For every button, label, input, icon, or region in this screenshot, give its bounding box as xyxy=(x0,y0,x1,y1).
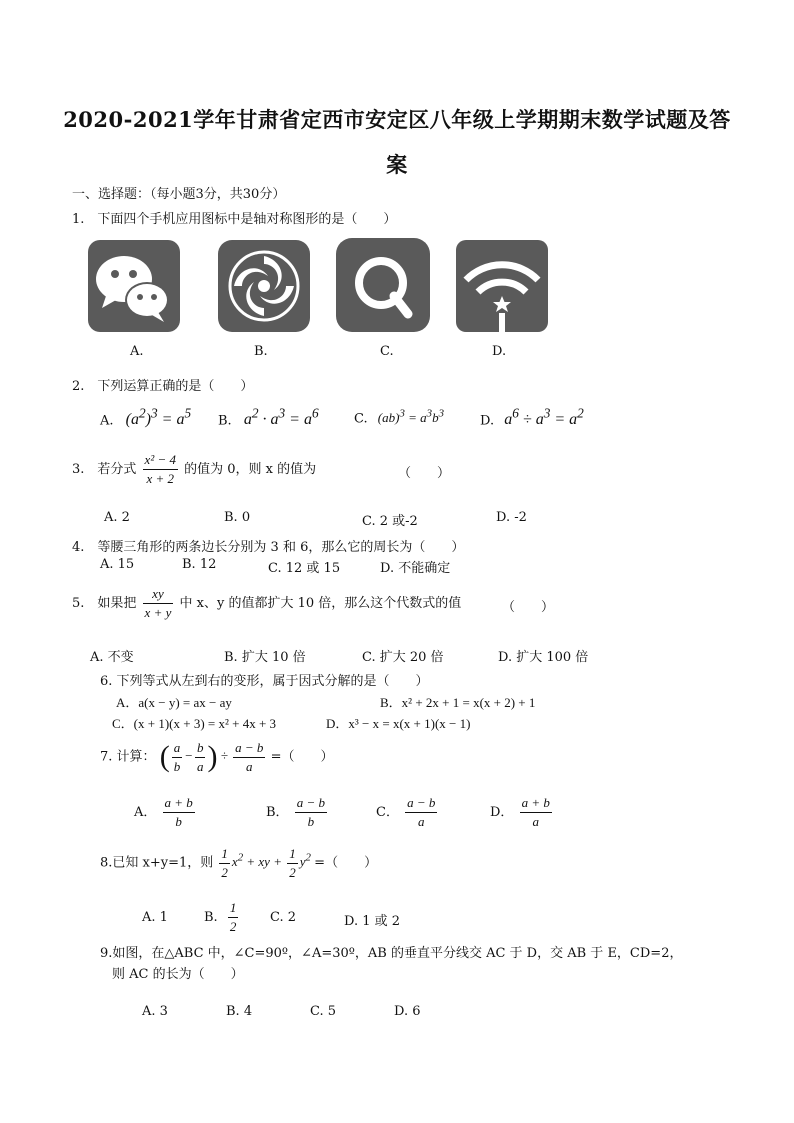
q2-option-a: A. $(a^2)^3 = a^5$ xyxy=(100,406,192,429)
q9-stem-line2: 则 AC 的长为（ ） xyxy=(112,967,244,982)
q7-option-a-den: b xyxy=(175,814,182,829)
paper-title-line1: 2020-2021学年甘肃省定西市安定区八年级上学期期末数学试题及答 xyxy=(63,107,731,132)
wechat-icon xyxy=(88,240,180,332)
q4-option-c: C. 12 或 15 xyxy=(268,561,341,576)
q4-option-b: B. 12 xyxy=(182,557,217,572)
q7-option-c-num: a − b xyxy=(405,795,437,813)
q7-option-c-den: a xyxy=(417,814,425,829)
q5-frac-num: xy xyxy=(143,586,174,604)
q3-frac-num: x² − 4 xyxy=(143,452,178,470)
q7-option-c-label: C． xyxy=(376,805,399,820)
q3-option-c: C. 2 或-2 xyxy=(362,514,418,529)
q6-option-c: C．(x + 1)(x + 3) = x² + 4x + 3 xyxy=(112,716,277,731)
q4-stem: 4. 等腰三角形的两条边长分别为 3 和 6，那么它的周长为（ ） xyxy=(72,540,465,555)
q1-option-a: A. xyxy=(130,344,144,359)
q8-option-d: D. 1 或 2 xyxy=(344,914,401,929)
q9-option-a: A. 3 xyxy=(142,1004,168,1019)
q7-option-b-num: a − b xyxy=(295,795,327,813)
q9-option-b: B. 4 xyxy=(226,1004,253,1019)
q4-option-d: D. 不能确定 xyxy=(380,561,451,576)
q7-option-d xyxy=(490,795,554,830)
q1-option-d: D. xyxy=(492,344,507,359)
q8-stem-pre: 8.已知 x+y=1，则 xyxy=(100,855,214,871)
q7-option-d-label: D． xyxy=(490,805,514,820)
q8-expression: $\frac{1}{2}$ $x^2$ + xy + $\frac{1}{2}$ $y^2$ xyxy=(221,846,311,880)
q1-stem: 1. 下面四个手机应用图标中是轴对称图形的是（ ） xyxy=(72,212,397,227)
q2-option-b: B. $a^2 \cdot a^3 = a^6$ xyxy=(218,406,319,429)
q6-option-b: B．x² + 2x + 1 = x(x + 2) + 1 xyxy=(380,695,536,710)
q9-stem-line1: 9.如图，在△ABC 中，∠C=90º，∠A=30º，AB 的垂直平分线交 AC 于 D，交 AB 于 E，CD=2， xyxy=(100,946,683,961)
phoenix-news-icon xyxy=(218,240,310,332)
q3-fraction xyxy=(143,452,178,487)
q8-stem-post: =（ ） xyxy=(314,855,378,871)
q2-option-a-label: A. xyxy=(100,413,114,429)
q5-option-d: D. 扩大 100 倍 xyxy=(498,650,589,665)
q6-option-a: A．a(x − y) = ax − ay xyxy=(116,695,232,710)
q7-option-a xyxy=(134,795,197,830)
q5-paren: （ ） xyxy=(502,600,555,615)
section-header: 一、选择题：（每小题3分，共30分） xyxy=(72,187,286,202)
q5-fraction xyxy=(143,586,174,621)
q8-stem xyxy=(100,846,377,881)
q1-option-b: B. xyxy=(254,344,268,359)
q3-stem-post: 的值为 0，则 x 的值为 xyxy=(184,462,317,477)
q2-option-c-label: C. xyxy=(354,411,368,427)
q8-option-b-label: B. xyxy=(204,910,218,925)
q7-option-d-num: a + b xyxy=(520,795,552,813)
wifi-signal-icon xyxy=(456,240,548,332)
q2-option-c: C. $(ab)^3 = a^3b^3$ xyxy=(354,408,444,427)
q7-option-b-den: b xyxy=(307,814,315,829)
q7-option-c xyxy=(376,795,439,830)
q7-expression: ( $\frac{a}{b}$ − $\frac{b}{a}$ ) ÷ $\frac{a - b}{a}$ xyxy=(159,740,264,774)
q3-paren: （ ） xyxy=(398,466,451,481)
q4-option-a: A. 15 xyxy=(100,557,135,572)
q7-stem-post: =（ ） xyxy=(270,749,334,765)
q3-option-a: A. 2 xyxy=(104,510,130,525)
q1-option-c: C. xyxy=(380,344,394,359)
paper-title-line2: 案 xyxy=(386,152,408,177)
q5-stem-post: 中 x、y 的值都扩大 10 倍，那么这个代数式的值 xyxy=(179,596,462,611)
q2-stem: 2. 下列运算正确的是（ ） xyxy=(72,379,254,394)
q6-stem: 6. 下列等式从左到右的变形，属于因式分解的是（ ） xyxy=(100,674,429,689)
q7-stem xyxy=(100,740,334,775)
q-search-icon xyxy=(336,238,430,332)
q3-stem xyxy=(72,452,316,487)
q5-stem-pre: 5. 如果把 xyxy=(72,596,137,611)
q2-option-d: D. $a^6 \div a^3 = a^2$ xyxy=(480,406,584,429)
q5-stem xyxy=(72,586,461,621)
q9-option-c: C. 5 xyxy=(310,1004,337,1019)
q7-option-b-label: B． xyxy=(266,805,289,820)
q3-option-d: D. -2 xyxy=(496,510,527,525)
q6-option-d: D．x³ − x = x(x + 1)(x − 1) xyxy=(326,716,471,731)
q3-stem-pre: 3. 若分式 xyxy=(72,462,137,477)
q2-option-d-label: D. xyxy=(480,413,495,429)
q3-option-b: B. 0 xyxy=(224,510,251,525)
q3-frac-den: x + 2 xyxy=(146,471,175,486)
q7-option-a-label: A． xyxy=(134,805,157,820)
q7-option-b xyxy=(266,795,329,830)
q8-option-c: C. 2 xyxy=(270,910,297,925)
q8-option-b: B. $\frac{1}{2}$ xyxy=(204,900,237,934)
q7-stem-pre: 7. 计算： xyxy=(100,749,156,765)
q8-option-a: A. 1 xyxy=(142,910,168,925)
q9-option-d: D. 6 xyxy=(394,1004,421,1019)
q7-option-d-den: a xyxy=(532,814,539,829)
q5-option-c: C. 扩大 20 倍 xyxy=(362,650,444,665)
q5-option-b: B. 扩大 10 倍 xyxy=(224,650,306,665)
q5-frac-den: x + y xyxy=(144,605,172,620)
q5-option-a: A. 不变 xyxy=(90,650,134,665)
q7-option-a-num: a + b xyxy=(163,795,195,813)
q2-option-b-label: B. xyxy=(218,413,232,429)
